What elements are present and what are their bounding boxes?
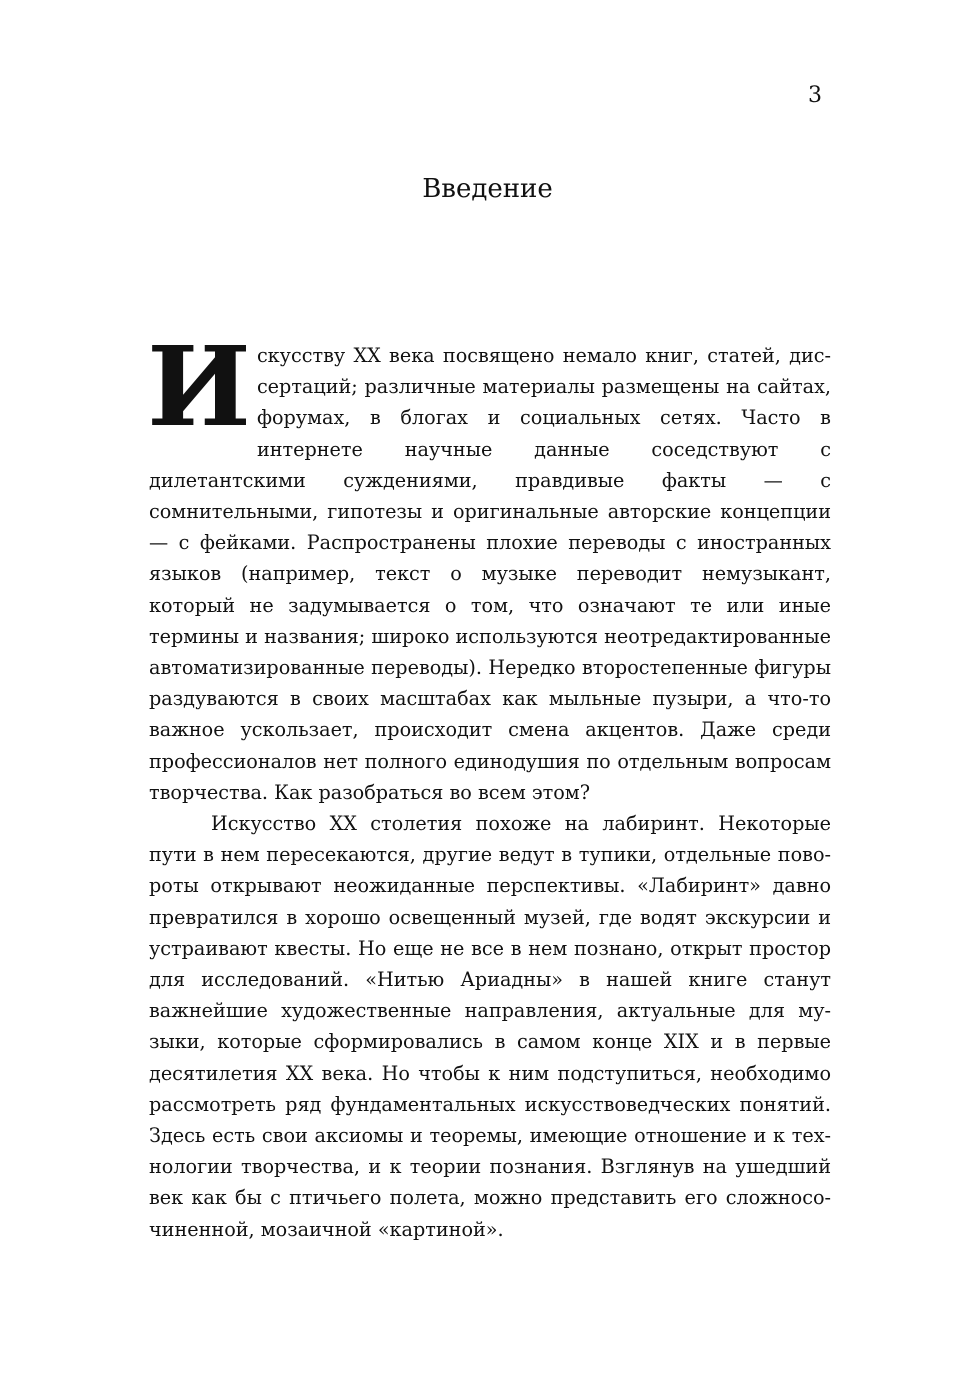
paragraph-1	[147, 322, 831, 808]
chapter-title: Введение	[422, 174, 553, 204]
paragraph-2: Искусство XX столетия похоже на лабиринт. Некоторые пути в нем пересекаются, другие ведут в тупики, отдельные повороты открывают неожиданные перспективы. «Лабиринт» давно превратился в хорошо освещенный музей, где водят экскурсии и устраивают квесты. Но еще не все в нем познано, открыт простор для исследований. «Нитью Ариадны» в нашей книге станут важнейшие художественные направления, актуальные для музыки, которые сформировались в самом конце XIX и в первые десятилетия XX века. Но чтобы к ним подступиться, необходимо рассмотреть ряд фундаментальных искусствоведческих понятий. Здесь есть свои аксиомы и теоремы, имеющие отношение и к технологии творчества, и к теории познания. Взглянув на ушедший век как бы с птичьего полета, можно представить его сложносочиненной, мозаичной «картиной».	[149, 812, 831, 1241]
paragraph-1-text: скусству XX века посвящено немало книг, статей, диссертаций; различные материалы размещены на сайтах, форумах, в блогах и социальных сетях. Часто в интернете научные данные соседствуют с дилетантскими суждениями, правдивые факты — с сомнительными, гипотезы и оригинальные авторские концепции — с фейками. Распространены плохие переводы с иностранных языков (например, текст о музыке переводит немузыкант, который не задумывается о том, что означают те или иные термины и названия; широко используются неотредактированные автоматизированные переводы). Нередко второстепенные фигуры раздуваются в своих масштабах как мыльные пузыри, а что-то важное ускользает, происходит смена акцентов. Даже среди профессионалов нет полного единодушия по отдельным вопросам творчества. Как разобраться во всем этом?	[149, 344, 831, 804]
body-text	[147, 322, 831, 1245]
page-number: 3	[808, 83, 822, 108]
drop-cap: И	[147, 322, 251, 451]
